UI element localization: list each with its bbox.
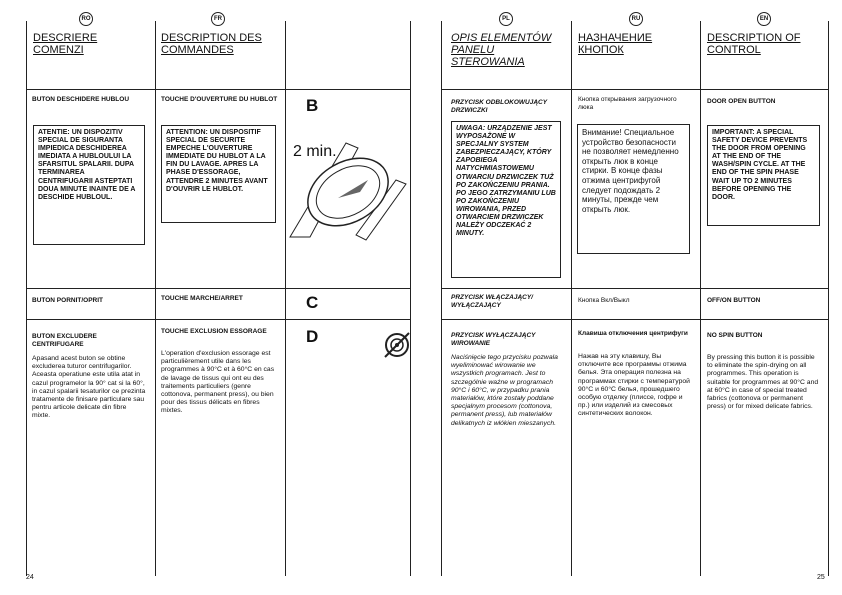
language-badge-en: EN: [757, 12, 771, 26]
caption-en-on-off: OFF/ON BUTTON: [707, 297, 761, 304]
warning-box-fr: ATTENTION: UN DISPOSITIF SPECIAL DE SECURITE EMPECHE L'OUVERTURE IMMEDIATE DU HUBLOT A LA FIN DU LAVAGE. APRES LA PHASE D'ESSORAGE, ATTENDRE 2 MINUTES AVANT D'OUVRIR LE HUBLOT.: [161, 125, 276, 223]
caption-ru-no-spin: Клавиша отключения центрифуги: [578, 330, 688, 337]
caption-ro-no-spin: BUTON EXCLUDERE CENTRIFUGARE: [32, 333, 97, 348]
caption-pl-on-off: PRZYCISK WŁĄCZAJĄCY/ WYŁĄCZAJĄCY: [451, 294, 533, 309]
header-fr: DESCRIPTION DES COMMANDES: [161, 32, 262, 56]
text-ru-no-spin: Нажав на эту клавишу, Вы отключите все программы отжима белья. Эта операция полезна на программах стирки с температурой 90°C и 60°C белья, прошедшего особую отделку (плиссе, гофре и пр.) или изделий из смесовых синтетических волокон.: [578, 353, 690, 418]
language-badge-ro: RO: [79, 12, 93, 26]
caption-ro-on-off: BUTON PORNIT/OPRIT: [32, 297, 104, 304]
page-number-right: 25: [817, 574, 825, 581]
row-divider: [441, 288, 829, 289]
caption-ru-on-off: Кнопка Вкл/Выкл: [578, 297, 630, 304]
page-number-left: 24: [26, 574, 34, 581]
column-divider: [441, 21, 442, 576]
button-letter-c: C: [306, 293, 319, 312]
row-divider: [26, 319, 411, 320]
button-letter-b: B: [306, 96, 319, 115]
caption-fr-no-spin: TOUCHE EXCLUSION ESSORAGE: [161, 328, 267, 335]
caption-en-door-open: DOOR OPEN BUTTON: [707, 98, 776, 105]
header-ro: DESCRIERE COMENZI: [33, 32, 98, 56]
column-divider: [410, 21, 411, 576]
language-badge-fr: FR: [211, 12, 225, 26]
column-divider: [571, 21, 572, 576]
right-border: [828, 21, 829, 576]
warning-box-ro: ATENTIE: UN DISPOZITIV SPECIAL DE SIGURANTA IMPIEDICA DESCHIDEREA IMEDIATA A HUBLOULUI LA SFARSITUL SPALARII. DUPA TERMINAREA CENTRIFUGARII ASTEPTATI DOUA MINUTE INAINTE DE A DESCHIDE HUBLOUL.: [33, 125, 145, 245]
warning-box-pl: UWAGA: URZĄDZENIE JEST WYPOSAŻONE W SPECJALNY SYSTEM ZABEZPIECZAJĄCY, KTÓRY ZAPOBIEGA NATYCHMIASTOWEMU OTWARCIU DRZWICZEK TUŻ PO ZAKOŃCZENIU PRANIA. PO JEGO ZATRZYMANIU LUB PO ZAKOŃCZENIU WIROWANIA, PRZED OTWARCIEM DRZWICZEK NALEŻY ODCZEKAĆ 2 MINUTY.: [451, 121, 561, 278]
warning-box-en: IMPORTANT: A SPECIAL SAFETY DEVICE PREVENTS THE DOOR FROM OPENING AT THE END OF THE WASH/SPIN CYCLE. AT THE END OF THE SPIN PHASE WAIT UP TO 2 MINUTES BEFORE OPENING THE DOOR.: [707, 125, 820, 226]
row-divider: [441, 89, 829, 90]
caption-fr-on-off: TOUCHE MARCHE/ARRET: [161, 295, 243, 302]
text-fr-no-spin: L'operation d'exclusion essorage est particulièrement utile dans les programmes à 90°C et à 60°C en cas de lavage de tissus qui ont eu des traitements particuliers (genre cottonova, permanent press), ou bien pour des tissus délicats en fibres mixtes.: [161, 350, 275, 415]
row-divider: [26, 288, 411, 289]
column-divider: [155, 21, 156, 576]
language-badge-pl: PL: [499, 12, 513, 26]
row-divider: [441, 319, 829, 320]
language-badge-ru: RU: [629, 12, 643, 26]
column-divider: [285, 21, 286, 576]
caption-pl-door-open: PRZYCISK ODBLOKOWUJĄCY DRZWICZKI: [451, 99, 547, 114]
timer-label: 2 min.: [293, 143, 337, 160]
column-divider: [700, 21, 701, 576]
header-ru: НАЗНАЧЕНИЕ КНОПОК: [578, 32, 653, 56]
left-border: [26, 21, 27, 576]
caption-fr-door-open: TOUCHE D'OUVERTURE DU HUBLOT: [161, 96, 278, 103]
text-pl-no-spin: Naciśnięcie tego przycisku pozwala wyeliminować wirowanie we wszystkich programach. Jest to szczególnie ważne w programach 90°C i 60°C, w przypadku prania materiałów, które zostały poddane specjalnym procesom (cottonova, permanent press), lub materiałów delikatnych iz włókien mieszanych.: [451, 354, 558, 427]
caption-ro-door-open: BUTON DESCHIDERE HUBLOU: [32, 96, 130, 103]
caption-pl-no-spin: PRZYCISK WYŁĄCZAJĄCY WIROWANIE: [451, 332, 536, 347]
text-ro-no-spin: Apasand acest buton se obtine excluderea tuturor centrifugarilor. Aceasta operatiune este utila atat in cazul programelor la 90° cat si la 60°, in cazul spalarii tesaturilor ce prezinta tratamente de finisare particulare sau pentru articole delicate din fibre mixte.: [32, 355, 146, 420]
button-letter-d: D: [306, 327, 319, 346]
text-en-no-spin: By pressing this button it is possible to eliminate the spin-drying on all programmes. This operation is suitable for programmes at 90°C and at 60°C in case of special treated fabrics (cottonova or permanent press) or for mixed delicate fabrics.: [707, 354, 819, 411]
caption-ru-door-open: Кнопка открывания загрузочного люка: [578, 96, 677, 111]
no-spin-icon: [383, 331, 411, 359]
header-pl: OPIS ELEMENTÓW PANELU STEROWANIA: [451, 32, 552, 68]
timer-watch-icon: [288, 140, 408, 245]
warning-box-ru: Внимание! Специальное устройство безопасности не позволяет немедленно открыть люк в конце стирки. В конце фазы отжима центрифугой следует подождать 2 минуты, прежде чем открыть люк.: [577, 124, 690, 254]
header-en: DESCRIPTION OF CONTROL: [707, 32, 801, 56]
row-divider: [26, 89, 411, 90]
caption-en-no-spin: NO SPIN BUTTON: [707, 332, 763, 339]
